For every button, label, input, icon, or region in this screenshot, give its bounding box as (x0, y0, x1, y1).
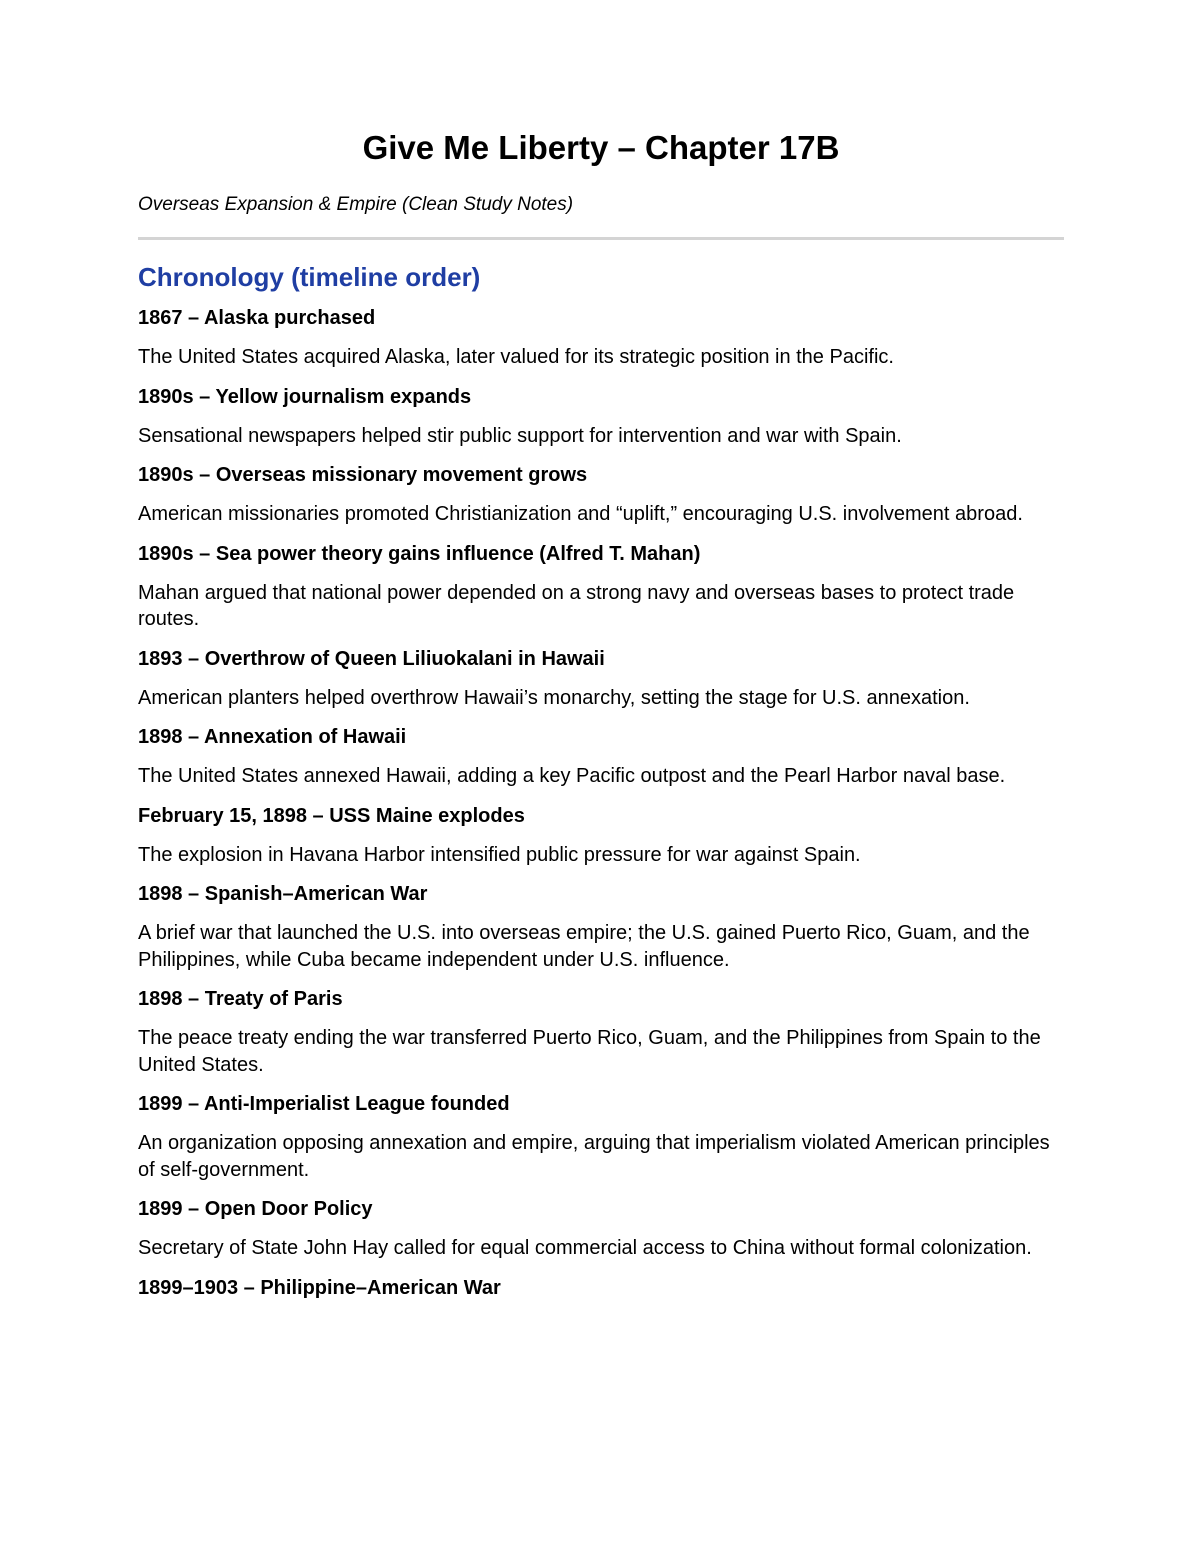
timeline-entry-heading: February 15, 1898 – USS Maine explodes (138, 804, 525, 827)
timeline-entry-heading: 1867 – Alaska purchased (138, 307, 376, 329)
timeline-list (138, 305, 1064, 1314)
horizontal-divider (138, 237, 1064, 240)
timeline-entry-body: An organization opposing annexation and empire, arguing that imperialism violated American principles of self-government. (138, 1132, 1050, 1181)
timeline-entry-body: American missionaries promoted Christianization and “uplift,” encouraging U.S. involvement abroad. (138, 503, 1023, 525)
timeline-entry-body: Sensational newspapers helped stir public support for intervention and war with Spain. (138, 424, 902, 447)
timeline-entry-body: Mahan argued that national power depended on a strong navy and overseas bases to protect trade routes. (138, 581, 1015, 630)
timeline-entry (138, 881, 1064, 973)
timeline-entry-heading: 1893 – Overthrow of Queen Liliuokalani in Hawaii (138, 647, 605, 670)
timeline-entry (138, 724, 1064, 790)
timeline-entry (138, 646, 1064, 712)
timeline-entry-heading: 1899 – Anti-Imperialist League founded (138, 1093, 510, 1115)
timeline-entry-body: The peace treaty ending the war transferred Puerto Rico, Guam, and the Philippines from Spain to the United States. (138, 1027, 1041, 1076)
document-subtitle: Overseas Expansion & Empire (Clean Study Notes) (138, 194, 574, 215)
timeline-entry-heading: 1890s – Overseas missionary movement grows (138, 464, 588, 486)
timeline-entry-heading: 1899–1903 – Philippine–American War (138, 1276, 501, 1299)
timeline-entry-heading: 1890s – Yellow journalism expands (138, 385, 472, 408)
timeline-entry-heading: 1898 – Treaty of Paris (138, 988, 343, 1010)
timeline-entry-body: A brief war that launched the U.S. into overseas empire; the U.S. gained Puerto Rico, Guam, and the Philippines, while Cuba became independent under U.S. influence. (138, 922, 1030, 971)
timeline-entry-body: Secretary of State John Hay called for equal commercial access to China without formal colonization. (138, 1237, 1032, 1259)
timeline-entry (138, 384, 1064, 450)
timeline-entry-heading: 1899 – Open Door Policy (138, 1198, 373, 1220)
timeline-entry-body: American planters helped overthrow Hawaii’s monarchy, setting the stage for U.S. annexation. (138, 686, 970, 709)
timeline-entry (138, 305, 1064, 371)
timeline-entry-heading: 1898 – Spanish–American War (138, 883, 428, 905)
timeline-entry (138, 803, 1064, 869)
timeline-entry (138, 1091, 1064, 1183)
timeline-entry (138, 462, 1064, 528)
timeline-entry-heading: 1898 – Annexation of Hawaii (138, 726, 407, 748)
document-title: Give Me Liberty – Chapter 17B (362, 129, 840, 166)
timeline-entry-body: The United States acquired Alaska, later valued for its strategic position in the Pacific. (138, 346, 894, 368)
timeline-entry-body: The explosion in Havana Harbor intensified public pressure for war against Spain. (138, 843, 861, 866)
timeline-entry-body: The United States annexed Hawaii, adding a key Pacific outpost and the Pearl Harbor naval base. (138, 765, 1006, 787)
timeline-entry (138, 986, 1064, 1078)
section-heading: Chronology (timeline order) (138, 262, 481, 292)
timeline-entry (138, 1275, 1064, 1301)
timeline-entry-heading: 1890s – Sea power theory gains influence (Alfred T. Mahan) (138, 542, 701, 565)
timeline-entry (138, 1196, 1064, 1262)
timeline-entry (138, 541, 1064, 633)
